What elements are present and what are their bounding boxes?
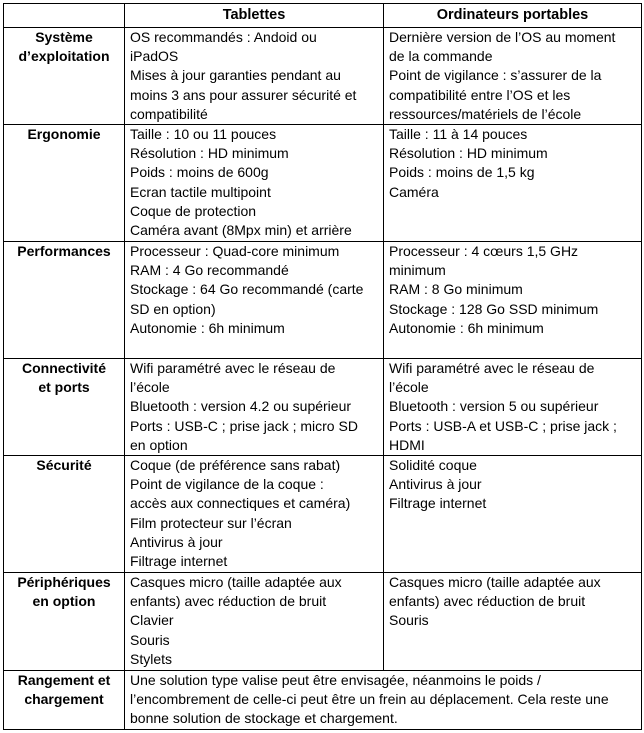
cell-line: Filtrage internet (130, 553, 228, 570)
cell-line: Processeur : 4 cœurs 1,5 GHz (389, 243, 579, 260)
cell-tablettes-securite (125, 456, 384, 573)
cell-line: Point de vigilance : s’assurer de la (389, 67, 602, 84)
header-corner (4, 4, 125, 28)
cell-line: moins 3 ans pour assurer sécurité et (130, 86, 357, 103)
row-label-peripheriques (4, 573, 125, 671)
cell-portables-connectivite (384, 359, 642, 456)
cell-line: Wifi paramétré avec le réseau de (389, 360, 595, 377)
row-label-securite (4, 456, 125, 573)
cell-line: Dernière version de l’OS au moment (389, 29, 616, 45)
table-row (4, 671, 642, 730)
cell-line: Stockage : 64 Go recommandé (carte (130, 281, 364, 298)
table-row (4, 456, 642, 573)
row-label-rangement (4, 671, 125, 730)
row-label-connectivite (4, 359, 125, 456)
row-label-line: Connectivité (21, 360, 106, 377)
cell-rangement-merged (125, 671, 642, 730)
cell-line: Souris (389, 612, 429, 629)
cell-portables-peripheriques (384, 573, 642, 671)
cell-portables-ergonomie (384, 125, 642, 242)
row-label-line: Système (35, 29, 93, 45)
comparison-table (3, 3, 642, 730)
cell-line: Antivirus à jour (389, 476, 482, 493)
row-label-line: Périphériques (17, 574, 111, 591)
cell-line: Processeur : Quad-core minimum (130, 243, 340, 260)
cell-line: Autonomie : 6h minimum (389, 319, 544, 336)
cell-line: Filtrage internet (389, 495, 487, 512)
cell-line: Caméra (389, 183, 439, 200)
cell-line: de la commande (389, 48, 493, 65)
row-label-line: d’exploitation (18, 48, 110, 65)
cell-line: bonne solution de stockage et chargement. (130, 710, 398, 727)
table-row (4, 242, 642, 359)
header-row (4, 4, 642, 28)
cell-portables-securite (384, 456, 642, 573)
cell-line: enfants) avec réduction de bruit (130, 593, 327, 610)
cell-line: Solidité coque (389, 457, 477, 474)
row-label-line: Rangement et (17, 672, 111, 689)
row-label-performances (4, 242, 125, 359)
row-label-line: Ergonomie (27, 126, 101, 143)
cell-tablettes-connectivite (125, 359, 384, 456)
cell-line: l’école (130, 379, 170, 396)
cell-line: Ports : USB-A et USB-C ; prise jack ; (389, 417, 617, 434)
cell-line: ressources/matériels de l’école (389, 105, 582, 122)
cell-line: Film protecteur sur l’écran (130, 514, 292, 531)
table-row (4, 125, 642, 242)
row-label-line: chargement (24, 691, 104, 708)
row-label-ergonomie (4, 125, 125, 242)
cell-line: enfants) avec réduction de bruit (389, 593, 586, 610)
cell-line: RAM : 8 Go minimum (389, 281, 523, 298)
cell-line: Taille : 10 ou 11 pouces (130, 126, 277, 143)
cell-line: Clavier (130, 612, 174, 629)
cell-line: RAM : 4 Go recommandé (130, 262, 289, 279)
cell-line: Caméra avant (8Mpx min) et arrière (130, 222, 352, 239)
cell-line: en option (130, 436, 188, 453)
row-label-line: Performances (17, 243, 111, 260)
row-label-line: Sécurité (36, 457, 92, 474)
cell-line: Poids : moins de 1,5 kg (389, 164, 535, 181)
cell-line: iPadOS (130, 48, 179, 65)
row-label-line: et ports (38, 379, 90, 396)
table-row (4, 573, 642, 671)
cell-line: Bluetooth : version 4.2 ou supérieur (130, 398, 352, 415)
cell-line: Antivirus à jour (130, 533, 223, 550)
cell-tablettes-ergonomie (125, 125, 384, 242)
cell-tablettes-peripheriques (125, 573, 384, 671)
cell-line: Résolution : HD minimum (130, 145, 289, 162)
cell-portables-systeme (384, 28, 642, 125)
cell-line: Ports : USB-C ; prise jack ; micro SD (130, 417, 358, 434)
cell-line: Coque (de préférence sans rabat) (130, 457, 341, 474)
cell-line: Ecran tactile multipoint (130, 183, 271, 200)
cell-portables-performances (384, 242, 642, 359)
cell-line: Bluetooth : version 5 ou supérieur (389, 398, 599, 415)
cell-line: Une solution type valise peut être envisagée, néanmoins le poids / (130, 672, 541, 689)
cell-line: minimum (389, 262, 446, 279)
cell-line: OS recommandés : Andoid ou (130, 29, 317, 45)
cell-line: Taille : 11 à 14 pouces (389, 126, 528, 143)
table-row (4, 359, 642, 456)
cell-tablettes-performances (125, 242, 384, 359)
cell-line: Mises à jour garanties pendant au (130, 67, 341, 84)
cell-line: l’encombrement de celle-ci peut être un frein au déplacement. Cela reste une (130, 691, 609, 708)
cell-line: Résolution : HD minimum (389, 145, 548, 162)
cell-line: Wifi paramétré avec le réseau de (130, 360, 336, 377)
cell-line: Point de vigilance de la coque : (130, 476, 324, 493)
cell-line: Casques micro (taille adaptée aux (130, 574, 342, 591)
header-portables: Ordinateurs portables (384, 4, 642, 28)
header-tablettes: Tablettes (125, 4, 384, 28)
cell-line: Coque de protection (130, 202, 257, 219)
cell-tablettes-systeme (125, 28, 384, 125)
cell-line: Stylets (130, 650, 173, 667)
table-row (4, 28, 642, 125)
cell-line: accès aux connectiques et caméra) (130, 495, 351, 512)
cell-line: Poids : moins de 600g (130, 164, 269, 181)
row-label-systeme (4, 28, 125, 125)
cell-line: Autonomie : 6h minimum (130, 319, 285, 336)
cell-line: l’école (389, 379, 429, 396)
cell-line: Souris (130, 631, 170, 648)
cell-line: Casques micro (taille adaptée aux (389, 574, 601, 591)
cell-line: Stockage : 128 Go SSD minimum (389, 300, 599, 317)
cell-line: compatibilité entre l’OS et les (389, 86, 571, 103)
cell-line: HDMI (389, 436, 425, 453)
cell-line: compatibilité (130, 105, 208, 122)
row-label-line: en option (32, 593, 96, 610)
cell-line: SD en option) (130, 300, 216, 317)
